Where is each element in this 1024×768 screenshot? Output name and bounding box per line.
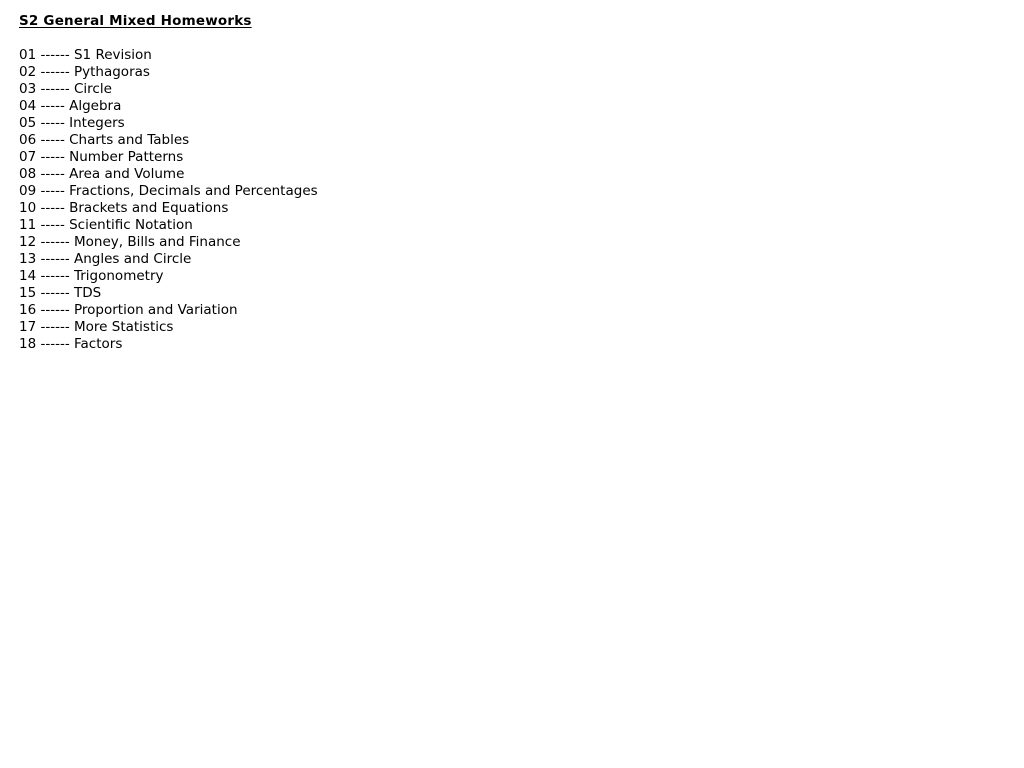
- homework-link[interactable]: 10 ----- Brackets and Equations: [19, 200, 229, 216]
- list-item: [19, 64, 1024, 81]
- homework-link[interactable]: 04 ----- Algebra: [19, 98, 122, 114]
- homework-link[interactable]: 16 ------ Proportion and Variation: [19, 302, 238, 318]
- list-item: [19, 336, 1024, 353]
- homework-link[interactable]: 15 ------ TDS: [19, 285, 102, 301]
- list-item: [19, 47, 1024, 64]
- list-item: [19, 149, 1024, 166]
- list-item: [19, 319, 1024, 336]
- list-item: [19, 132, 1024, 149]
- list-item: [19, 251, 1024, 268]
- homework-link[interactable]: 11 ----- Scientific Notation: [19, 217, 193, 233]
- homework-link[interactable]: 13 ------ Angles and Circle: [19, 251, 192, 267]
- list-item: [19, 115, 1024, 132]
- homework-list: [19, 47, 1024, 353]
- homework-link[interactable]: 14 ------ Trigonometry: [19, 268, 164, 284]
- list-item: [19, 302, 1024, 319]
- list-item: [19, 285, 1024, 302]
- list-item: [19, 200, 1024, 217]
- list-item: [19, 234, 1024, 251]
- homework-link[interactable]: 01 ------ S1 Revision: [19, 47, 152, 63]
- homework-link[interactable]: 09 ----- Fractions, Decimals and Percentages: [19, 183, 318, 199]
- homework-link[interactable]: 05 ----- Integers: [19, 115, 125, 131]
- list-item: [19, 183, 1024, 200]
- list-item: [19, 98, 1024, 115]
- homework-link[interactable]: 02 ------ Pythagoras: [19, 64, 150, 80]
- homework-link[interactable]: 17 ------ More Statistics: [19, 319, 174, 335]
- list-item: [19, 268, 1024, 285]
- page-title: S2 General Mixed Homeworks: [19, 13, 252, 29]
- list-item: [19, 217, 1024, 234]
- homework-link[interactable]: 03 ------ Circle: [19, 81, 112, 97]
- homework-link[interactable]: 12 ------ Money, Bills and Finance: [19, 234, 241, 250]
- homework-link[interactable]: 06 ----- Charts and Tables: [19, 132, 190, 148]
- list-item: [19, 166, 1024, 183]
- list-item: [19, 81, 1024, 98]
- homework-link[interactable]: 07 ----- Number Patterns: [19, 149, 184, 165]
- homework-link[interactable]: 18 ------ Factors: [19, 336, 123, 352]
- homework-link[interactable]: 08 ----- Area and Volume: [19, 166, 185, 182]
